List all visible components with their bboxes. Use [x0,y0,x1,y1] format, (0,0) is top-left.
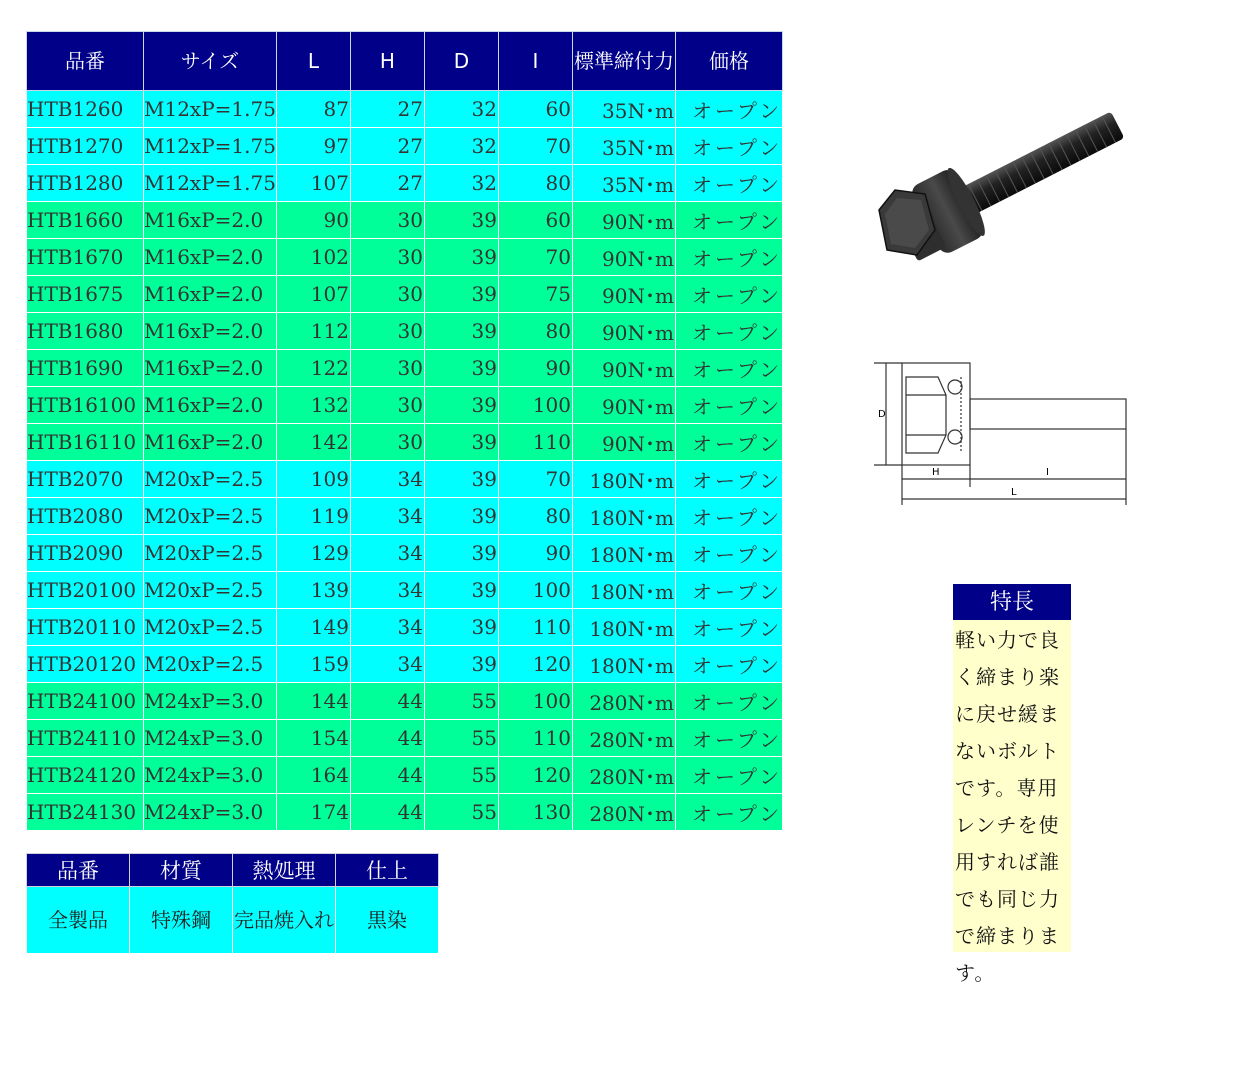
cell-price: オープン [675,239,782,276]
cell-I: 100 [498,683,572,720]
cell-L: 159 [276,646,350,683]
cell-H: 34 [350,609,424,646]
cell-D: 39 [424,239,498,276]
cell-size: M12xP=1.75 [144,165,277,202]
table-row [27,683,783,720]
cell-I: 80 [498,165,572,202]
cell-L: 149 [276,609,350,646]
cell-D: 55 [424,720,498,757]
spec-table [26,31,783,831]
header-H: H [350,32,424,91]
mat-value-part: 全製品 [27,887,130,954]
mat-header-material: 材質 [130,854,233,887]
dimension-drawing [868,355,1138,515]
cell-H: 34 [350,535,424,572]
features-box [953,584,1071,985]
header-D: D [424,32,498,91]
cell-torque: 280N･m [572,720,675,757]
cell-price: オープン [675,720,782,757]
cell-torque: 35N･m [572,91,675,128]
table-row [27,498,783,535]
cell-part-no: HTB16110 [27,424,144,461]
cell-L: 107 [276,165,350,202]
cell-H: 34 [350,572,424,609]
cell-torque: 90N･m [572,424,675,461]
cell-H: 27 [350,91,424,128]
spec-header-row [27,32,783,91]
cell-part-no: HTB20120 [27,646,144,683]
cell-D: 39 [424,498,498,535]
table-row [27,313,783,350]
cell-size: M24xP=3.0 [144,757,277,794]
cell-part-no: HTB1260 [27,91,144,128]
cell-L: 132 [276,387,350,424]
material-value-row [27,887,439,954]
cell-torque: 180N･m [572,535,675,572]
cell-part-no: HTB24120 [27,757,144,794]
cell-H: 30 [350,387,424,424]
cell-size: M20xP=2.5 [144,461,277,498]
cell-I: 60 [498,202,572,239]
cell-D: 32 [424,165,498,202]
cell-H: 27 [350,128,424,165]
cell-L: 142 [276,424,350,461]
cell-D: 39 [424,202,498,239]
cell-H: 44 [350,757,424,794]
cell-price: オープン [675,424,782,461]
cell-I: 100 [498,387,572,424]
cell-L: 154 [276,720,350,757]
cell-L: 90 [276,202,350,239]
material-header-row [27,854,439,887]
table-row [27,609,783,646]
cell-torque: 280N･m [572,757,675,794]
cell-size: M16xP=2.0 [144,424,277,461]
cell-L: 112 [276,313,350,350]
cell-torque: 90N･m [572,276,675,313]
cell-L: 174 [276,794,350,831]
cell-L: 102 [276,239,350,276]
cell-part-no: HTB1690 [27,350,144,387]
cell-part-no: HTB1270 [27,128,144,165]
cell-price: オープン [675,350,782,387]
mat-header-heat: 熱処理 [233,854,336,887]
cell-torque: 90N･m [572,387,675,424]
features-title: 特長 [953,584,1071,620]
cell-D: 39 [424,646,498,683]
cell-I: 110 [498,424,572,461]
cell-L: 119 [276,498,350,535]
cell-D: 55 [424,794,498,831]
cell-L: 107 [276,276,350,313]
cell-H: 34 [350,646,424,683]
label-D: D [878,409,886,420]
mat-header-part: 品番 [27,854,130,887]
cell-L: 139 [276,572,350,609]
table-row [27,165,783,202]
header-torque: 標準締付力 [572,32,675,91]
cell-L: 97 [276,128,350,165]
cell-H: 34 [350,461,424,498]
cell-I: 100 [498,572,572,609]
table-row [27,572,783,609]
cell-part-no: HTB1680 [27,313,144,350]
cell-size: M12xP=1.75 [144,128,277,165]
cell-D: 55 [424,683,498,720]
cell-H: 44 [350,794,424,831]
cell-I: 110 [498,720,572,757]
table-row [27,202,783,239]
cell-part-no: HTB20110 [27,609,144,646]
cell-D: 39 [424,276,498,313]
cell-torque: 280N･m [572,794,675,831]
cell-price: オープン [675,794,782,831]
cell-size: M24xP=3.0 [144,720,277,757]
cell-size: M20xP=2.5 [144,572,277,609]
cell-torque: 180N･m [572,609,675,646]
header-size: サイズ [144,32,277,91]
cell-torque: 90N･m [572,350,675,387]
cell-size: M16xP=2.0 [144,202,277,239]
cell-size: M16xP=2.0 [144,350,277,387]
cell-part-no: HTB2090 [27,535,144,572]
cell-L: 129 [276,535,350,572]
cell-I: 130 [498,794,572,831]
cell-torque: 180N･m [572,498,675,535]
cell-D: 39 [424,461,498,498]
cell-price: オープン [675,609,782,646]
header-part-no: 品番 [27,32,144,91]
cell-torque: 35N･m [572,165,675,202]
cell-torque: 280N･m [572,683,675,720]
cell-part-no: HTB24130 [27,794,144,831]
table-row [27,461,783,498]
cell-D: 55 [424,757,498,794]
cell-torque: 90N･m [572,313,675,350]
cell-part-no: HTB1280 [27,165,144,202]
cell-price: オープン [675,461,782,498]
cell-H: 44 [350,720,424,757]
cell-I: 75 [498,276,572,313]
cell-H: 30 [350,276,424,313]
cell-part-no: HTB24110 [27,720,144,757]
cell-price: オープン [675,128,782,165]
cell-torque: 180N･m [572,572,675,609]
cell-price: オープン [675,535,782,572]
table-row [27,757,783,794]
spec-table-body [27,91,783,831]
cell-size: M16xP=2.0 [144,239,277,276]
cell-D: 39 [424,424,498,461]
cell-torque: 90N･m [572,202,675,239]
cell-price: オープン [675,646,782,683]
cell-torque: 180N･m [572,646,675,683]
cell-I: 110 [498,609,572,646]
table-row [27,424,783,461]
cell-price: オープン [675,683,782,720]
cell-I: 60 [498,91,572,128]
cell-size: M20xP=2.5 [144,646,277,683]
cell-part-no: HTB1675 [27,276,144,313]
table-row [27,239,783,276]
cell-I: 120 [498,646,572,683]
cell-L: 122 [276,350,350,387]
cell-part-no: HTB20100 [27,572,144,609]
mat-value-material: 特殊鋼 [130,887,233,954]
cell-part-no: HTB1660 [27,202,144,239]
header-I: I [498,32,572,91]
cell-I: 90 [498,535,572,572]
cell-price: オープン [675,165,782,202]
cell-H: 34 [350,498,424,535]
cell-part-no: HTB16100 [27,387,144,424]
cell-size: M24xP=3.0 [144,683,277,720]
cell-torque: 90N･m [572,239,675,276]
cell-size: M12xP=1.75 [144,91,277,128]
cell-L: 164 [276,757,350,794]
cell-size: M24xP=3.0 [144,794,277,831]
cell-H: 30 [350,350,424,387]
cell-price: オープン [675,313,782,350]
table-row [27,720,783,757]
header-L: L [276,32,350,91]
table-row [27,794,783,831]
features-text: 軽い力で良く締まり楽に戻せ緩まないボルトです。専用レンチを使用すれば誰でも同じ力で締まります。 [953,620,1071,952]
cell-I: 80 [498,313,572,350]
cell-L: 109 [276,461,350,498]
cell-I: 90 [498,350,572,387]
cell-size: M16xP=2.0 [144,276,277,313]
label-H: H [932,467,940,478]
material-table [26,853,439,954]
cell-D: 39 [424,609,498,646]
cell-H: 30 [350,424,424,461]
cell-torque: 35N･m [572,128,675,165]
cell-I: 70 [498,461,572,498]
cell-size: M16xP=2.0 [144,313,277,350]
cell-H: 30 [350,313,424,350]
table-row [27,350,783,387]
cell-size: M20xP=2.5 [144,609,277,646]
cell-torque: 180N･m [572,461,675,498]
cell-D: 39 [424,313,498,350]
cell-size: M20xP=2.5 [144,535,277,572]
cell-I: 80 [498,498,572,535]
cell-L: 144 [276,683,350,720]
cell-I: 70 [498,239,572,276]
cell-part-no: HTB2080 [27,498,144,535]
cell-H: 30 [350,202,424,239]
cell-D: 39 [424,535,498,572]
cell-price: オープン [675,498,782,535]
cell-price: オープン [675,387,782,424]
cell-size: M20xP=2.5 [144,498,277,535]
table-row [27,128,783,165]
cell-I: 70 [498,128,572,165]
cell-D: 39 [424,350,498,387]
cell-I: 120 [498,757,572,794]
cell-H: 30 [350,239,424,276]
cell-D: 39 [424,387,498,424]
cell-L: 87 [276,91,350,128]
bolt-photo [865,90,1135,270]
cell-price: オープン [675,202,782,239]
table-row [27,535,783,572]
label-I: I [1046,467,1049,478]
mat-header-finish: 仕上 [336,854,439,887]
cell-H: 44 [350,683,424,720]
cell-price: オープン [675,757,782,794]
cell-price: オープン [675,91,782,128]
table-row [27,646,783,683]
cell-H: 27 [350,165,424,202]
mat-value-finish: 黒染 [336,887,439,954]
cell-D: 32 [424,91,498,128]
header-price: 価格 [675,32,782,91]
cell-part-no: HTB1670 [27,239,144,276]
table-row [27,276,783,313]
table-row [27,91,783,128]
cell-price: オープン [675,572,782,609]
cell-part-no: HTB2070 [27,461,144,498]
table-row [27,387,783,424]
cell-D: 32 [424,128,498,165]
mat-value-heat: 完品焼入れ [233,887,336,954]
label-L: L [1011,487,1017,498]
cell-D: 39 [424,572,498,609]
cell-size: M16xP=2.0 [144,387,277,424]
cell-part-no: HTB24100 [27,683,144,720]
cell-price: オープン [675,276,782,313]
